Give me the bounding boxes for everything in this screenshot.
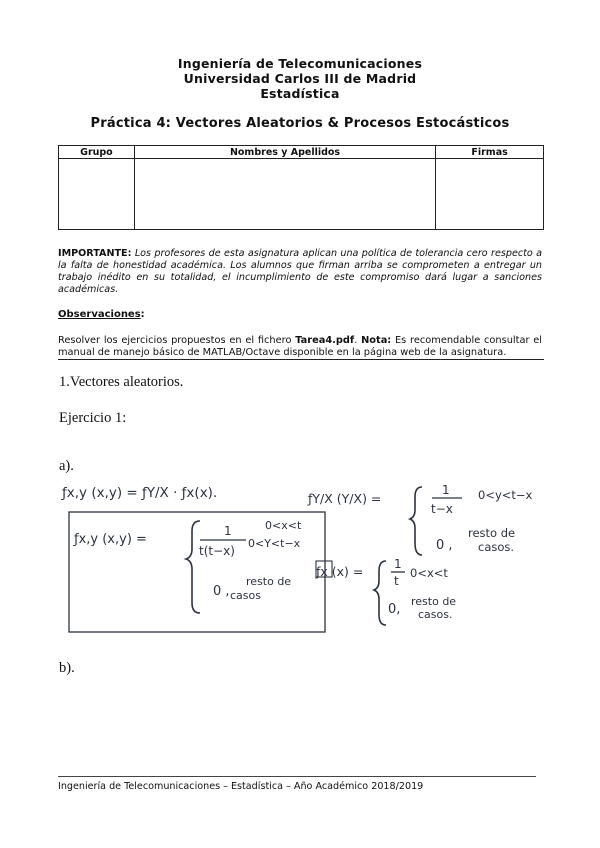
nombres-cell[interactable] bbox=[134, 159, 435, 230]
hw-zero-2: 0 , bbox=[213, 584, 230, 599]
part-a-label: a). bbox=[59, 458, 74, 474]
footer-rule bbox=[58, 776, 536, 777]
hw-zero-1: 0 , bbox=[436, 538, 453, 553]
divider bbox=[58, 359, 544, 360]
footer: Ingeniería de Telecomunicaciones – Estadística – Año Académico 2018/2019 bbox=[58, 781, 424, 792]
handwritten-solution bbox=[58, 477, 560, 640]
hw-resto-2: resto de bbox=[246, 575, 292, 588]
observaciones-heading: Observaciones: bbox=[58, 309, 145, 320]
important-notice bbox=[58, 248, 542, 296]
firmas-cell[interactable] bbox=[436, 159, 544, 230]
hw-frac-num-2: 1 bbox=[224, 524, 232, 538]
observaciones-text: Resolver los ejercicios propuestos en el fichero Tarea4.pdf. Nota: Es recomendable consultar el manual de manejo básico de MATLAB/Octave disponible en la página web de la asignatura. bbox=[58, 335, 543, 358]
hw-joint-lhs: ƒx,y (x,y) = bbox=[74, 532, 147, 547]
hw-zero-3: 0, bbox=[388, 602, 401, 617]
hw-resto-3: resto de bbox=[411, 595, 457, 608]
header-line-1: Ingeniería de Telecomunicaciones bbox=[177, 56, 423, 71]
hw-marginal-lhs: ƒx (x) = bbox=[316, 564, 364, 579]
hw-brace-conditional bbox=[410, 487, 422, 555]
hw-frac-num-1: 1 bbox=[442, 483, 450, 497]
hw-brace-joint bbox=[186, 521, 200, 613]
hw-range-x: 0<x<t bbox=[265, 519, 302, 532]
hw-range-1: 0<y<t−x bbox=[478, 488, 533, 502]
signature-table bbox=[58, 145, 544, 230]
hw-range-3: 0<x<t bbox=[410, 566, 448, 580]
col-grupo-header: Grupo bbox=[59, 146, 135, 159]
col-nombres-header: Nombres y Apellidos bbox=[134, 146, 435, 159]
hw-frac-den-3: t bbox=[394, 574, 399, 588]
hw-casos-2: casos bbox=[230, 589, 261, 602]
grupo-cell[interactable] bbox=[59, 159, 135, 230]
hw-resto-1: resto de bbox=[468, 526, 516, 540]
hw-frac-den-2: t(t−x) bbox=[199, 544, 235, 558]
hw-conditional-lhs: ƒY/X (Y/X) = bbox=[308, 491, 382, 506]
part-b-label: b). bbox=[59, 660, 75, 676]
hw-range-y: 0<Y<t−x bbox=[248, 537, 301, 550]
header-line-2: Universidad Carlos III de Madrid bbox=[183, 71, 417, 86]
tarea-file-name: Tarea4.pdf bbox=[295, 335, 355, 346]
hw-frac-num-3: 1 bbox=[394, 557, 402, 571]
hw-brace-marginal bbox=[374, 561, 386, 625]
col-firmas-header: Firmas bbox=[436, 146, 544, 159]
page-title: Práctica 4: Vectores Aleatorios & Procesos Estocásticos bbox=[90, 116, 510, 131]
exercise-heading: Ejercicio 1: bbox=[59, 410, 127, 426]
hw-product-formula: ƒx,y (x,y) = ƒY/X · ƒx(x). bbox=[62, 485, 218, 501]
important-text: Los profesores de esta asignatura aplican una política de tolerancia cero respecto a la falta de honestidad académica. Los alumnos que firman arriba se comprometen a entregar un trabajo inédito en su totalidad, el incumplimiento de este compromiso dará lugar a sanciones académicas. bbox=[58, 248, 542, 295]
header-line-3: Estadística bbox=[260, 86, 340, 101]
hw-casos-3: casos. bbox=[418, 608, 453, 621]
important-label: IMPORTANTE: bbox=[58, 248, 132, 259]
hw-frac-den-1: t−x bbox=[431, 502, 453, 516]
hw-casos-1: casos. bbox=[478, 540, 515, 554]
section-heading: 1.Vectores aleatorios. bbox=[59, 374, 184, 390]
nota-label: Nota: bbox=[361, 335, 392, 346]
